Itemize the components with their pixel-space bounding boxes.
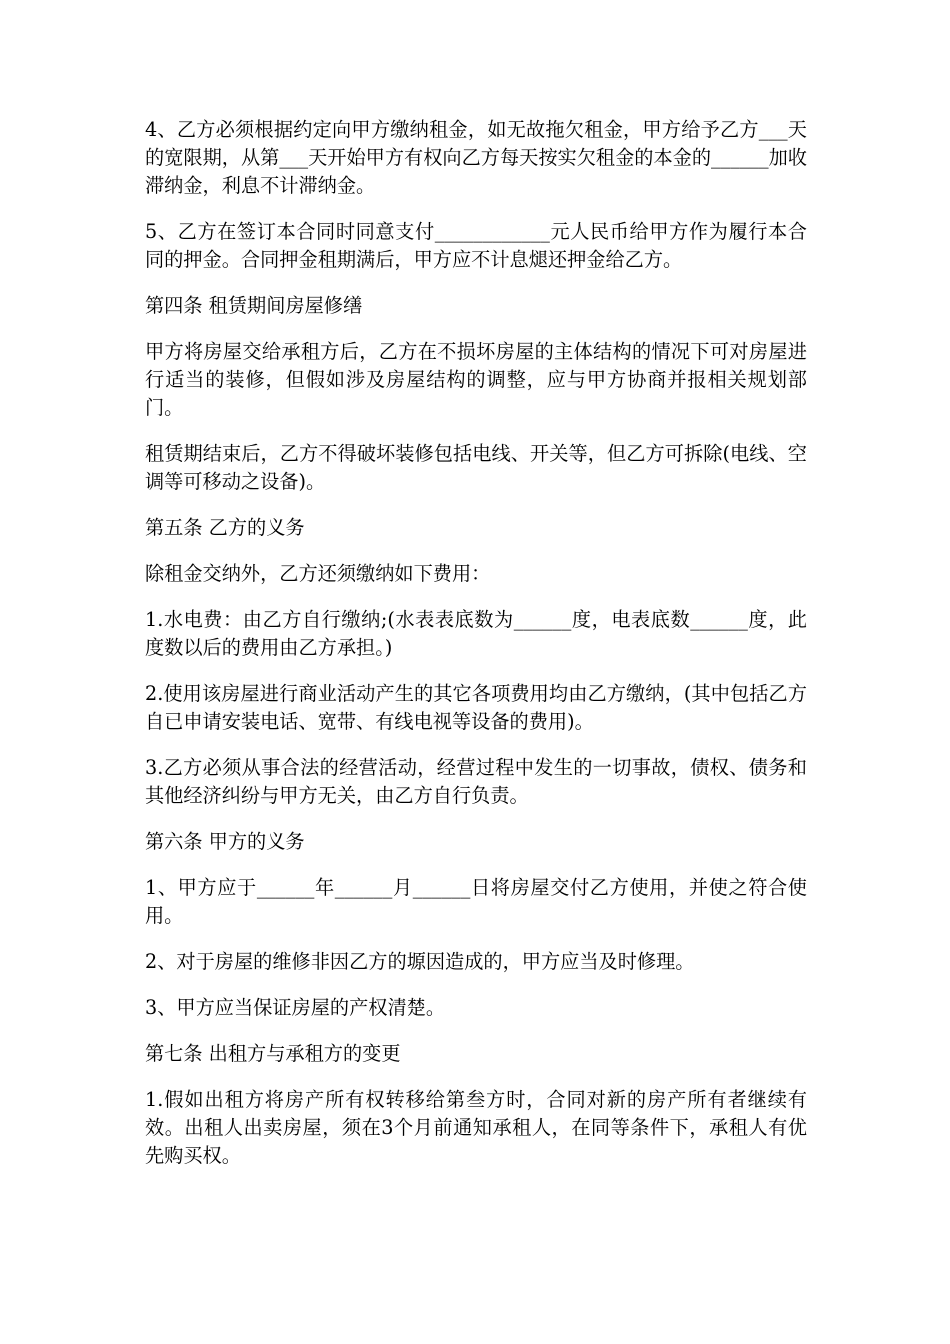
section-heading-article-4: 第四条 租赁期间房屋修缮 (145, 294, 363, 317)
paragraph-lease-end: 租赁期结束后，乙方不得破坏装修包括电线、开关等，但乙方可拆除(电线、空调等可移动之设备)。 (145, 442, 807, 493)
section-heading-article-6: 第六条 甲方的义务 (145, 830, 305, 853)
section-heading-article-7: 第七条 出租方与承租方的变更 (145, 1042, 401, 1065)
paragraph-repairs: 2、对于房屋的维修非因乙方的塬因造成的，甲方应当及时修理。 (145, 950, 695, 973)
paragraph-fees-intro: 除租金交纳外，乙方还须缴纳如下费用： (145, 562, 491, 585)
paragraph-delivery-date: 1、甲方应于______年______月______日将房屋交付乙方使用，并使之符合使用。 (145, 876, 807, 927)
document-page (145, 116, 807, 1188)
section-heading-article-5: 第五条 乙方的义务 (145, 516, 305, 539)
paragraph-legal-operations: 3.乙方必须从事合法的经营活动，经营过程中发生的一切事故，债权、债务和其他经济纠纷与甲方无关，由乙方自行负责。 (145, 756, 807, 807)
paragraph-ownership-transfer: 1.假如出租方将房产所有权转移给第叁方时，合同对新的房产所有者继续有效。出租人出卖房屋，须在3个月前通知承租人，在同等条件下，承租人有优先购买权。 (145, 1088, 807, 1167)
paragraph-deposit: 5、乙方在签订本合同时同意支付____________元人民币给甲方作为履行本合同的押金。合同押金租期满后，甲方应不计息煺还押金给乙方。 (145, 220, 807, 271)
paragraph-utilities: 1.水电费：由乙方自行缴纳;(水表表底数为______度，电表底数______度，此度数以后的费用由乙方承担。) (145, 608, 807, 659)
paragraph-business-fees: 2.使用该房屋进行商业活动产生的其它各项费用均由乙方缴纳，(其中包括乙方自已申请安装电话、宽带、有线电视等设备的费用)。 (145, 682, 807, 733)
paragraph-renovation: 甲方将房屋交给承租方后，乙方在不损坏房屋的主体结构的情况下可对房屋进行适当的装修，但假如涉及房屋结构的调整，应与甲方协商并报相关规划部门。 (145, 340, 807, 419)
paragraph-property-rights: 3、甲方应当保证房屋的产权清楚。 (145, 996, 446, 1019)
paragraph-rent-payment: 4、乙方必须根据约定向甲方缴纳租金，如无故拖欠租金，甲方给予乙方___天的宽限期，从第___天开始甲方有权向乙方每天按实欠租金的本金的______加收滞纳金，利息不计滞纳金。 (145, 118, 807, 197)
